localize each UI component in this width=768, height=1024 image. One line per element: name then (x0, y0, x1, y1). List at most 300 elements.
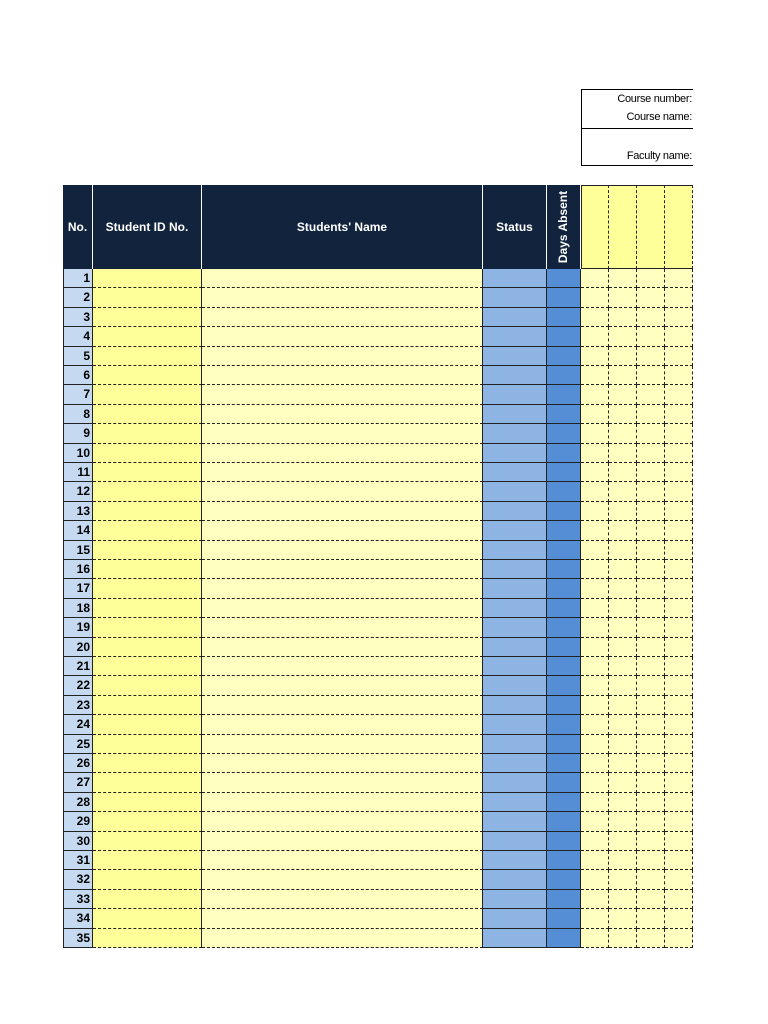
status-cell[interactable] (483, 269, 547, 288)
day-cell[interactable] (637, 618, 665, 637)
days-absent-cell[interactable] (547, 308, 581, 327)
day-cell[interactable] (581, 657, 609, 676)
day-cell[interactable] (581, 676, 609, 695)
day-cell[interactable] (665, 676, 693, 695)
status-cell[interactable] (483, 385, 547, 404)
table-row (63, 269, 693, 288)
days-absent-cell[interactable] (547, 579, 581, 598)
student-name-cell[interactable] (202, 521, 483, 540)
day-cell[interactable] (581, 424, 609, 443)
student-name-cell[interactable] (202, 560, 483, 579)
day-cell[interactable] (609, 463, 637, 482)
day-cell[interactable] (665, 560, 693, 579)
status-cell[interactable] (483, 521, 547, 540)
day-cell[interactable] (609, 405, 637, 424)
day-cell[interactable] (609, 793, 637, 812)
status-cell[interactable] (483, 851, 547, 870)
student-name-cell[interactable] (202, 424, 483, 443)
table-row (63, 735, 693, 754)
days-absent-cell[interactable] (547, 812, 581, 831)
day-cell[interactable] (609, 347, 637, 366)
day-cell[interactable] (581, 929, 609, 948)
student-name-cell[interactable] (202, 754, 483, 773)
student-name-cell[interactable] (202, 832, 483, 851)
day-cell[interactable] (609, 366, 637, 385)
day-cell[interactable] (665, 541, 693, 560)
day-cell[interactable] (581, 909, 609, 928)
day-cell[interactable] (665, 405, 693, 424)
status-cell[interactable] (483, 676, 547, 695)
day-cell[interactable] (637, 929, 665, 948)
day-cell[interactable] (665, 618, 693, 637)
day-cell[interactable] (665, 269, 693, 288)
status-cell[interactable] (483, 541, 547, 560)
status-cell[interactable] (483, 890, 547, 909)
student-id-cell[interactable] (93, 909, 202, 928)
status-cell[interactable] (483, 347, 547, 366)
student-id-cell[interactable] (93, 638, 202, 657)
days-absent-cell[interactable] (547, 696, 581, 715)
day-cell[interactable] (609, 444, 637, 463)
day-cell[interactable] (637, 696, 665, 715)
day-cell[interactable] (581, 444, 609, 463)
status-cell[interactable] (483, 288, 547, 307)
day-cell[interactable] (581, 579, 609, 598)
student-name-cell[interactable] (202, 773, 483, 792)
student-id-cell[interactable] (93, 560, 202, 579)
day-cell[interactable] (609, 521, 637, 540)
day-cell[interactable] (665, 793, 693, 812)
days-absent-cell[interactable] (547, 929, 581, 948)
days-absent-cell[interactable] (547, 657, 581, 676)
table-row (63, 870, 693, 889)
table-row (63, 560, 693, 579)
day-cell[interactable] (665, 308, 693, 327)
student-id-cell[interactable] (93, 444, 202, 463)
student-name-cell[interactable] (202, 502, 483, 521)
day-cell[interactable] (581, 715, 609, 734)
day-cell[interactable] (609, 735, 637, 754)
student-id-cell[interactable] (93, 851, 202, 870)
day-cell[interactable] (637, 812, 665, 831)
day-cell[interactable] (637, 793, 665, 812)
day-cell[interactable] (609, 929, 637, 948)
student-id-cell[interactable] (93, 482, 202, 501)
day-cell[interactable] (637, 909, 665, 928)
student-name-cell[interactable] (202, 541, 483, 560)
day-cell[interactable] (609, 696, 637, 715)
student-id-cell[interactable] (93, 793, 202, 812)
day-cell[interactable] (665, 715, 693, 734)
day-cell[interactable] (665, 870, 693, 889)
header-status (483, 185, 547, 269)
info-divider (582, 128, 693, 129)
day-cell[interactable] (637, 405, 665, 424)
student-id-cell[interactable] (93, 735, 202, 754)
days-absent-cell[interactable] (547, 638, 581, 657)
student-name-cell[interactable] (202, 579, 483, 598)
days-absent-cell[interactable] (547, 405, 581, 424)
status-cell[interactable] (483, 327, 547, 346)
student-id-cell[interactable] (93, 579, 202, 598)
days-absent-cell[interactable] (547, 366, 581, 385)
day-cell[interactable] (609, 851, 637, 870)
day-cell[interactable] (609, 308, 637, 327)
header-day-column[interactable] (665, 185, 693, 269)
day-cell[interactable] (581, 890, 609, 909)
student-id-cell[interactable] (93, 773, 202, 792)
day-cell[interactable] (581, 793, 609, 812)
day-cell[interactable] (609, 618, 637, 637)
status-cell[interactable] (483, 308, 547, 327)
day-cell[interactable] (609, 676, 637, 695)
day-cell[interactable] (637, 676, 665, 695)
days-absent-cell[interactable] (547, 502, 581, 521)
days-absent-cell[interactable] (547, 288, 581, 307)
status-cell[interactable] (483, 715, 547, 734)
student-name-cell[interactable] (202, 657, 483, 676)
day-cell[interactable] (637, 288, 665, 307)
day-cell[interactable] (665, 366, 693, 385)
day-cell[interactable] (637, 754, 665, 773)
day-cell[interactable] (581, 327, 609, 346)
day-cell[interactable] (665, 735, 693, 754)
day-cell[interactable] (637, 579, 665, 598)
day-cell[interactable] (581, 521, 609, 540)
day-cell[interactable] (581, 385, 609, 404)
header-day-column[interactable] (609, 185, 637, 269)
student-id-cell[interactable] (93, 929, 202, 948)
student-id-cell[interactable] (93, 696, 202, 715)
day-cell[interactable] (609, 502, 637, 521)
days-absent-cell[interactable] (547, 754, 581, 773)
status-cell[interactable] (483, 909, 547, 928)
day-cell[interactable] (609, 870, 637, 889)
student-name-cell[interactable] (202, 463, 483, 482)
header-day-column[interactable] (637, 185, 665, 269)
row-number: 27 (63, 773, 93, 792)
day-cell[interactable] (665, 599, 693, 618)
status-cell[interactable] (483, 929, 547, 948)
row-number: 8 (63, 405, 93, 424)
day-cell[interactable] (609, 482, 637, 501)
table-row (63, 696, 693, 715)
student-id-cell[interactable] (93, 657, 202, 676)
row-number: 26 (63, 754, 93, 773)
student-id-cell[interactable] (93, 812, 202, 831)
day-cell[interactable] (665, 327, 693, 346)
student-name-cell[interactable] (202, 366, 483, 385)
day-cell[interactable] (637, 870, 665, 889)
day-cell[interactable] (637, 832, 665, 851)
day-cell[interactable] (665, 812, 693, 831)
day-cell[interactable] (637, 657, 665, 676)
days-absent-cell[interactable] (547, 851, 581, 870)
day-cell[interactable] (637, 851, 665, 870)
student-id-cell[interactable] (93, 269, 202, 288)
student-name-cell[interactable] (202, 851, 483, 870)
day-cell[interactable] (665, 773, 693, 792)
day-cell[interactable] (609, 909, 637, 928)
student-name-cell[interactable] (202, 599, 483, 618)
day-cell[interactable] (581, 773, 609, 792)
day-cell[interactable] (581, 735, 609, 754)
days-absent-cell[interactable] (547, 560, 581, 579)
day-cell[interactable] (665, 696, 693, 715)
status-cell[interactable] (483, 735, 547, 754)
student-name-cell[interactable] (202, 909, 483, 928)
student-name-cell[interactable] (202, 288, 483, 307)
day-cell[interactable] (609, 715, 637, 734)
student-id-cell[interactable] (93, 832, 202, 851)
day-cell[interactable] (637, 347, 665, 366)
student-name-cell[interactable] (202, 405, 483, 424)
student-id-cell[interactable] (93, 327, 202, 346)
status-cell[interactable] (483, 812, 547, 831)
day-cell[interactable] (581, 288, 609, 307)
days-absent-cell[interactable] (547, 424, 581, 443)
student-id-cell[interactable] (93, 715, 202, 734)
day-cell[interactable] (637, 482, 665, 501)
day-cell[interactable] (665, 347, 693, 366)
days-absent-cell[interactable] (547, 327, 581, 346)
status-cell[interactable] (483, 444, 547, 463)
day-cell[interactable] (637, 560, 665, 579)
status-cell[interactable] (483, 482, 547, 501)
day-cell[interactable] (609, 657, 637, 676)
days-absent-cell[interactable] (547, 909, 581, 928)
day-cell[interactable] (581, 482, 609, 501)
day-cell[interactable] (637, 444, 665, 463)
student-id-cell[interactable] (93, 405, 202, 424)
day-cell[interactable] (581, 870, 609, 889)
day-cell[interactable] (581, 269, 609, 288)
student-name-cell[interactable] (202, 793, 483, 812)
student-id-cell[interactable] (93, 890, 202, 909)
days-absent-cell[interactable] (547, 890, 581, 909)
day-cell[interactable] (637, 541, 665, 560)
day-cell[interactable] (609, 579, 637, 598)
student-name-cell[interactable] (202, 715, 483, 734)
student-id-cell[interactable] (93, 870, 202, 889)
student-name-cell[interactable] (202, 269, 483, 288)
days-absent-cell[interactable] (547, 618, 581, 637)
student-name-cell[interactable] (202, 735, 483, 754)
day-cell[interactable] (665, 657, 693, 676)
day-cell[interactable] (581, 851, 609, 870)
student-id-cell[interactable] (93, 347, 202, 366)
days-absent-cell[interactable] (547, 773, 581, 792)
days-absent-cell[interactable] (547, 463, 581, 482)
student-name-cell[interactable] (202, 385, 483, 404)
days-absent-cell[interactable] (547, 793, 581, 812)
day-cell[interactable] (637, 366, 665, 385)
student-name-cell[interactable] (202, 870, 483, 889)
day-cell[interactable] (637, 308, 665, 327)
days-absent-cell[interactable] (547, 269, 581, 288)
day-cell[interactable] (665, 385, 693, 404)
day-cell[interactable] (637, 502, 665, 521)
status-cell[interactable] (483, 638, 547, 657)
day-cell[interactable] (609, 269, 637, 288)
day-cell[interactable] (581, 696, 609, 715)
course-number-label: Course number: (617, 93, 692, 105)
student-name-cell[interactable] (202, 929, 483, 948)
student-name-cell[interactable] (202, 482, 483, 501)
student-id-cell[interactable] (93, 308, 202, 327)
day-cell[interactable] (609, 560, 637, 579)
day-cell[interactable] (609, 541, 637, 560)
day-cell[interactable] (609, 638, 637, 657)
days-absent-cell[interactable] (547, 735, 581, 754)
student-id-cell[interactable] (93, 463, 202, 482)
row-number: 21 (63, 657, 93, 676)
student-id-cell[interactable] (93, 618, 202, 637)
student-name-cell[interactable] (202, 638, 483, 657)
status-cell[interactable] (483, 502, 547, 521)
day-cell[interactable] (637, 269, 665, 288)
table-row (63, 793, 693, 812)
status-cell[interactable] (483, 773, 547, 792)
days-absent-cell[interactable] (547, 385, 581, 404)
days-absent-cell[interactable] (547, 444, 581, 463)
day-cell[interactable] (609, 773, 637, 792)
day-cell[interactable] (665, 521, 693, 540)
day-cell[interactable] (665, 638, 693, 657)
day-cell[interactable] (581, 812, 609, 831)
days-absent-cell[interactable] (547, 541, 581, 560)
day-cell[interactable] (581, 754, 609, 773)
day-cell[interactable] (609, 832, 637, 851)
day-cell[interactable] (665, 851, 693, 870)
student-name-cell[interactable] (202, 696, 483, 715)
day-cell[interactable] (581, 832, 609, 851)
day-cell[interactable] (609, 812, 637, 831)
day-cell[interactable] (637, 773, 665, 792)
status-cell[interactable] (483, 832, 547, 851)
student-name-cell[interactable] (202, 347, 483, 366)
days-absent-cell[interactable] (547, 676, 581, 695)
days-absent-cell[interactable] (547, 347, 581, 366)
status-cell[interactable] (483, 793, 547, 812)
day-cell[interactable] (637, 463, 665, 482)
student-name-cell[interactable] (202, 327, 483, 346)
day-cell[interactable] (581, 541, 609, 560)
day-cell[interactable] (581, 347, 609, 366)
day-cell[interactable] (581, 308, 609, 327)
days-absent-cell[interactable] (547, 521, 581, 540)
day-cell[interactable] (637, 890, 665, 909)
day-cell[interactable] (581, 502, 609, 521)
day-cell[interactable] (581, 638, 609, 657)
day-cell[interactable] (665, 482, 693, 501)
status-cell[interactable] (483, 463, 547, 482)
day-cell[interactable] (665, 424, 693, 443)
status-cell[interactable] (483, 366, 547, 385)
day-cell[interactable] (665, 444, 693, 463)
days-absent-cell[interactable] (547, 870, 581, 889)
student-name-cell[interactable] (202, 812, 483, 831)
table-row (63, 929, 693, 948)
day-cell[interactable] (665, 463, 693, 482)
day-cell[interactable] (609, 890, 637, 909)
day-cell[interactable] (609, 385, 637, 404)
day-cell[interactable] (609, 288, 637, 307)
days-absent-cell[interactable] (547, 482, 581, 501)
student-name-cell[interactable] (202, 890, 483, 909)
days-absent-cell[interactable] (547, 832, 581, 851)
student-name-cell[interactable] (202, 676, 483, 695)
day-cell[interactable] (609, 424, 637, 443)
day-cell[interactable] (581, 366, 609, 385)
day-cell[interactable] (609, 327, 637, 346)
student-id-cell[interactable] (93, 502, 202, 521)
student-name-cell[interactable] (202, 618, 483, 637)
day-cell[interactable] (665, 890, 693, 909)
status-cell[interactable] (483, 754, 547, 773)
student-id-cell[interactable] (93, 599, 202, 618)
days-absent-cell[interactable] (547, 715, 581, 734)
student-name-cell[interactable] (202, 308, 483, 327)
student-id-cell[interactable] (93, 541, 202, 560)
header-day-column[interactable] (581, 185, 609, 269)
status-cell[interactable] (483, 657, 547, 676)
student-id-cell[interactable] (93, 676, 202, 695)
day-cell[interactable] (581, 560, 609, 579)
student-id-cell[interactable] (93, 424, 202, 443)
status-cell[interactable] (483, 560, 547, 579)
day-cell[interactable] (637, 327, 665, 346)
day-cell[interactable] (581, 463, 609, 482)
status-cell[interactable] (483, 599, 547, 618)
day-cell[interactable] (609, 599, 637, 618)
day-cell[interactable] (665, 909, 693, 928)
day-cell[interactable] (665, 288, 693, 307)
day-cell[interactable] (581, 405, 609, 424)
student-id-cell[interactable] (93, 366, 202, 385)
student-id-cell[interactable] (93, 521, 202, 540)
day-cell[interactable] (637, 385, 665, 404)
day-cell[interactable] (637, 735, 665, 754)
days-absent-cell[interactable] (547, 599, 581, 618)
student-id-cell[interactable] (93, 754, 202, 773)
student-id-cell[interactable] (93, 288, 202, 307)
status-cell[interactable] (483, 696, 547, 715)
student-name-cell[interactable] (202, 444, 483, 463)
day-cell[interactable] (581, 618, 609, 637)
table-row (63, 444, 693, 463)
day-cell[interactable] (609, 754, 637, 773)
status-cell[interactable] (483, 579, 547, 598)
day-cell[interactable] (637, 715, 665, 734)
status-cell[interactable] (483, 618, 547, 637)
day-cell[interactable] (581, 599, 609, 618)
day-cell[interactable] (665, 579, 693, 598)
day-cell[interactable] (665, 929, 693, 948)
day-cell[interactable] (637, 638, 665, 657)
day-cell[interactable] (637, 424, 665, 443)
day-cell[interactable] (665, 754, 693, 773)
row-number: 4 (63, 327, 93, 346)
day-cell[interactable] (665, 502, 693, 521)
status-cell[interactable] (483, 405, 547, 424)
day-cell[interactable] (637, 599, 665, 618)
status-cell[interactable] (483, 870, 547, 889)
status-cell[interactable] (483, 424, 547, 443)
day-cell[interactable] (665, 832, 693, 851)
day-cell[interactable] (637, 521, 665, 540)
student-id-cell[interactable] (93, 385, 202, 404)
